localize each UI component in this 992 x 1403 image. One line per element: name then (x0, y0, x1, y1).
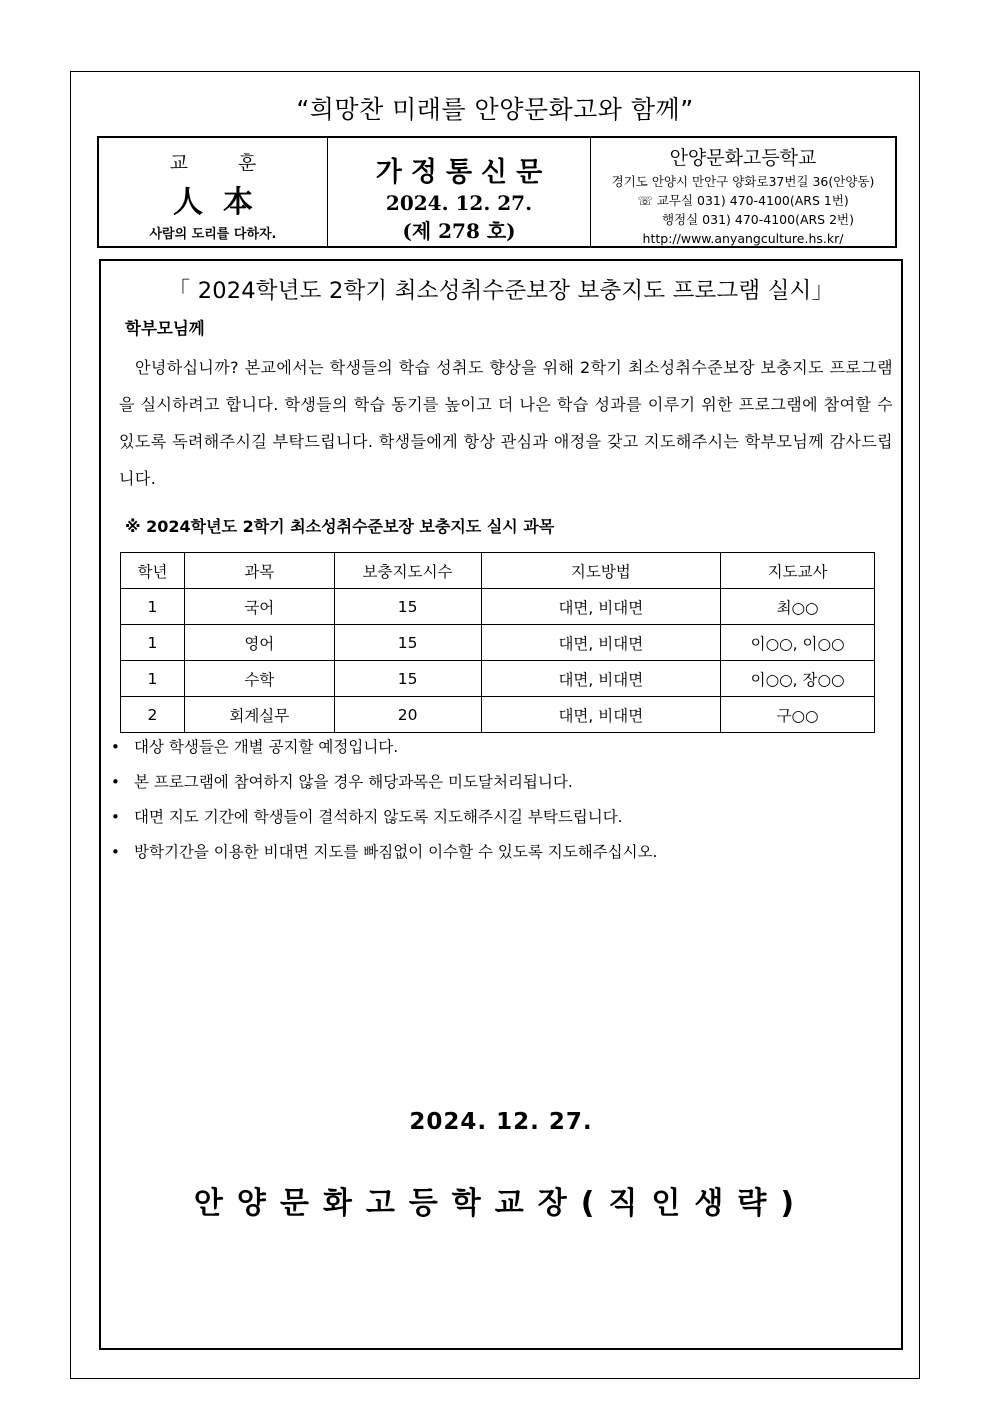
table-cell: 20 (334, 697, 481, 733)
newsletter-title: 가정통신문 (375, 157, 552, 188)
table-cell: 1 (121, 589, 185, 625)
newsletter-date: 2024. 12. 27. (385, 191, 533, 215)
table-title: ※ 2024학년도 2학기 최소성취수준보장 보충지도 실시 과목 (125, 517, 555, 536)
table-cell: 영어 (184, 625, 334, 661)
table-cell: 대면, 비대면 (481, 589, 721, 625)
school-website-link[interactable]: http://www.anyangculture.hs.kr/ (642, 231, 844, 246)
notice-title: 「 2024학년도 2학기 최소성취수준보장 보충지도 프로그램 실시」 (167, 278, 835, 304)
table-cell: 이○○, 장○○ (721, 661, 875, 697)
table-row (121, 625, 875, 661)
table-cell: 대면, 비대면 (481, 697, 721, 733)
table-row (121, 661, 875, 697)
table-header-row (121, 553, 875, 589)
list-item: • 대상 학생들은 개별 공지할 예정입니다. (109, 736, 657, 771)
list-item: • 대면 지도 기간에 학생들이 결석하지 않도록 지도해주시길 부탁드립니다. (109, 806, 657, 841)
motto: 人本 (173, 185, 273, 220)
notice-body: 안녕하십니까? 본교에서는 학생들의 학습 성취도 향상을 위해 2학기 최소성취수준보장 보충지도 프로그램을 실시하려고 합니다. 학생들의 학습 동기를 높이고 더 나은 학습 성과를 이루기 위한 프로그램에 참여할 수 있도록 독려해주시길 부탁드립니다. 학생들에게 항상 관심과 애정을 갖고 지도해주시는 학부모님께 감사드립니다. (119, 358, 893, 488)
page-frame (70, 71, 920, 1379)
table-cell: 1 (121, 625, 185, 661)
table-cell: 2 (121, 697, 185, 733)
table-cell: 15 (334, 661, 481, 697)
school-slogan: “희망찬 미래를 안양문화고와 함께” (296, 95, 694, 124)
table-cell: 최○○ (721, 589, 875, 625)
table-cell: 회계실무 (184, 697, 334, 733)
motto-label: 교 훈 (169, 152, 279, 174)
table-header: 과목 (184, 553, 334, 589)
table-row (121, 697, 875, 733)
motto-subtitle: 사람의 도리를 다하자. (149, 227, 277, 242)
table-cell: 국어 (184, 589, 334, 625)
list-item: • 방학기간을 이용한 비대면 지도를 빠짐없이 이수할 수 있도록 지도해주십시오. (109, 841, 657, 876)
table-header: 보충지도시수 (334, 553, 481, 589)
newsletter-header (97, 136, 897, 248)
phone-admin: 행정실 031) 470-4100(ARS 2번) (661, 212, 854, 227)
table-header: 지도교사 (721, 553, 875, 589)
notice-box (99, 259, 903, 1350)
phone-office: ☏ 교무실 031) 470-4100(ARS 1번) (637, 193, 849, 208)
subjects-table (120, 552, 875, 733)
school-info-cell (591, 138, 895, 246)
school-name: 안양문화고등학교 (669, 147, 817, 169)
table-cell: 구○○ (721, 697, 875, 733)
table-cell: 이○○, 이○○ (721, 625, 875, 661)
table-cell: 1 (121, 661, 185, 697)
list-item: • 본 프로그램에 참여하지 않을 경우 해당과목은 미도달처리됩니다. (109, 771, 657, 806)
greeting: 학부모님께 (125, 319, 205, 338)
sign-date: 2024. 12. 27. (409, 1109, 593, 1135)
table-row (121, 589, 875, 625)
principal-signature: 안양문화고등학교장(직인생략) (193, 1186, 809, 1221)
table-header: 학년 (121, 553, 185, 589)
newsletter-title-cell (328, 138, 591, 246)
table-header: 지도방법 (481, 553, 721, 589)
newsletter-issue: (제 278 호) (402, 219, 516, 243)
table-cell: 15 (334, 625, 481, 661)
notice-bullets (109, 736, 657, 876)
table-cell: 대면, 비대면 (481, 625, 721, 661)
school-address: 경기도 안양시 만안구 양화로37번길 36(안양동) (611, 174, 875, 189)
table-cell: 수학 (184, 661, 334, 697)
table-cell: 15 (334, 589, 481, 625)
motto-cell (99, 138, 328, 246)
table-cell: 대면, 비대면 (481, 661, 721, 697)
